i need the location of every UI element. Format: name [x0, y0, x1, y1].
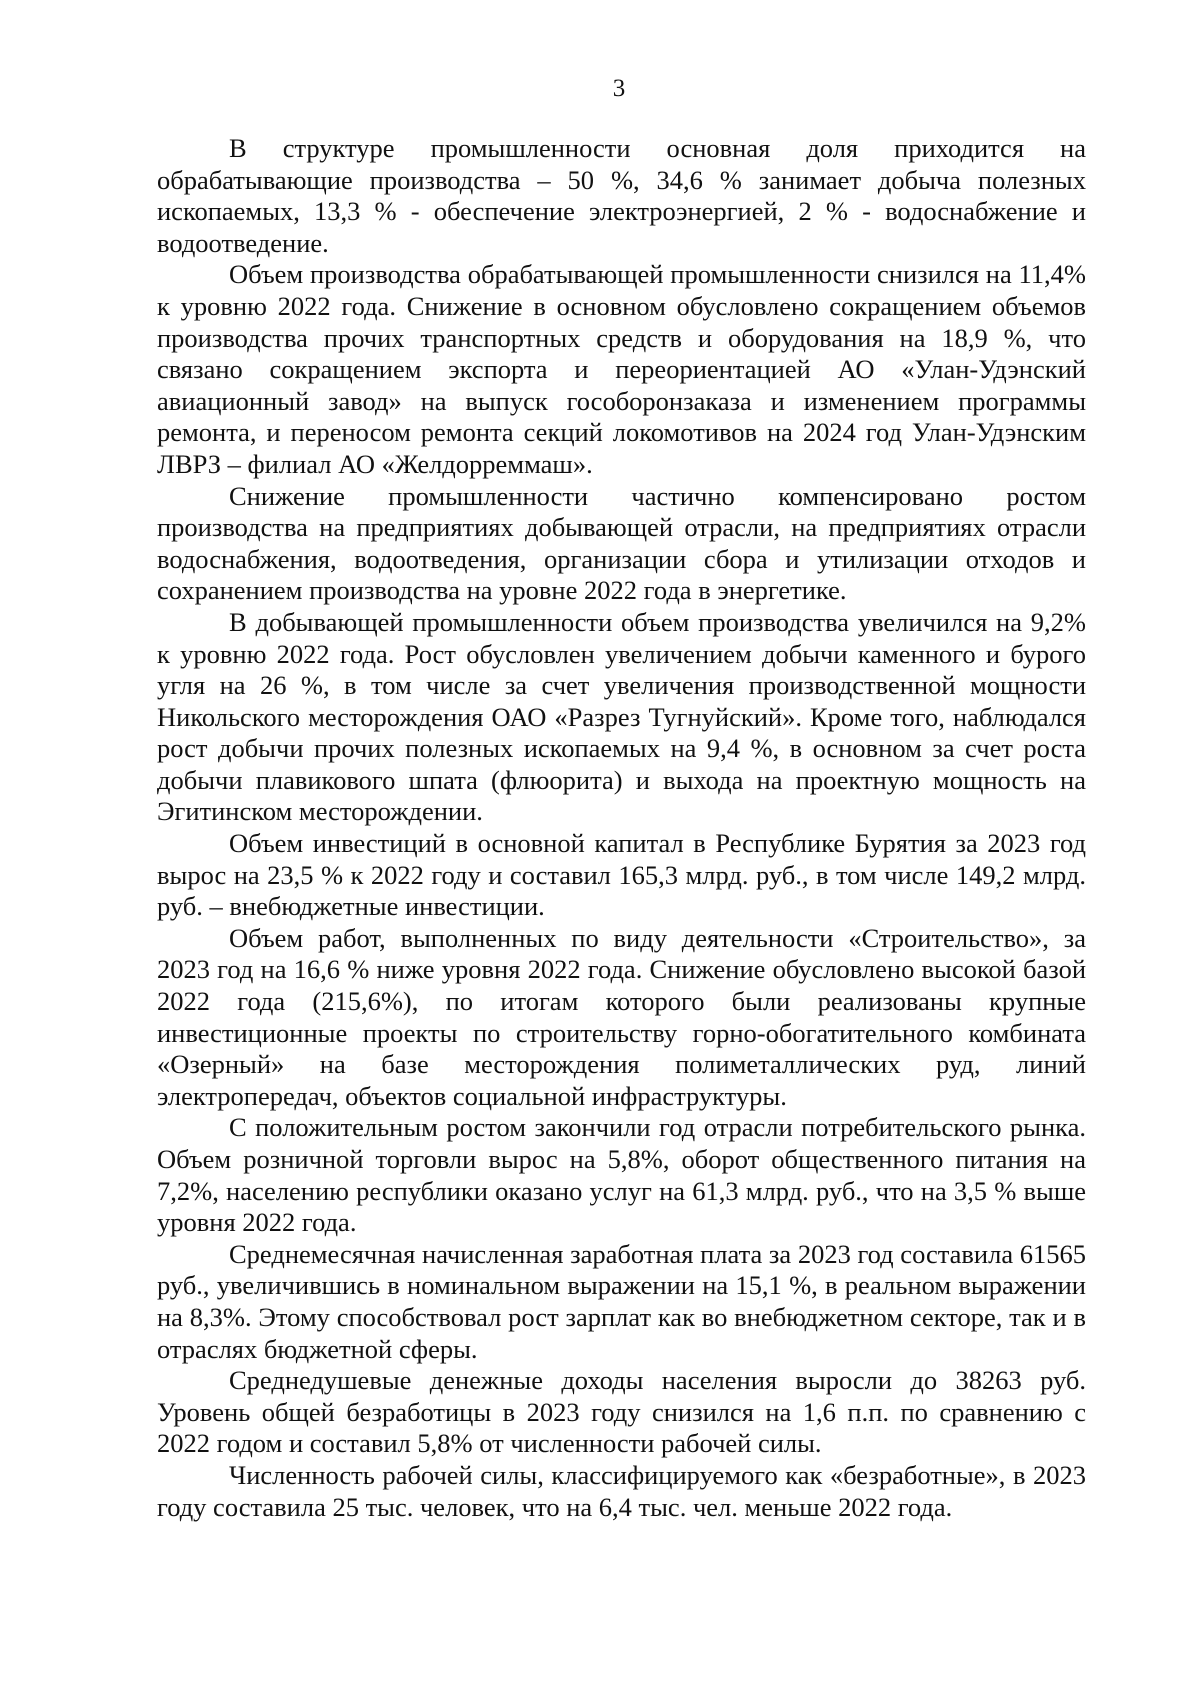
paragraph-manufacturing-decline: Объем производства обрабатывающей промышленности снизился на 11,4% к уровню 2022 года. Снижение в основном обусловлено сокращением объемов производства прочих транспортных средств и оборудования на 18,9 %, что связано сокращением экспорта и переориентацией АО «Улан-Удэнский авиационный завод» на выпуск гособоронзаказа и изменением программы ремонта, и переносом ремонта секций локомотивов на 2024 год Улан-Удэнским ЛВРЗ – филиал АО «Желдорреммаш».	[157, 259, 1086, 479]
paragraph-investments: Объем инвестиций в основной капитал в Республике Бурятия за 2023 год вырос на 23,5 % к 2022 году и составил 165,3 млрд. руб., в том числе 149,2 млрд. руб. – внебюджетные инвестиции.	[157, 828, 1086, 922]
paragraph-incomes-unemployment: Среднедушевые денежные доходы населения выросли до 38263 руб. Уровень общей безработицы в 2023 году снизился на 1,6 п.п. по сравнению с 2022 годом и составил 5,8% от численности рабочей силы.	[157, 1365, 1086, 1459]
paragraph-wages: Среднемесячная начисленная заработная плата за 2023 год составила 61565 руб., увеличившись в номинальном выражении на 15,1 %, в реальном выражении на 8,3%. Этому способствовал рост зарплат как во внебюджетном секторе, так и в отраслях бюджетной сферы.	[157, 1238, 1086, 1364]
document-body	[157, 133, 1086, 1523]
paragraph-mining-growth: В добывающей промышленности объем производства увеличился на 9,2% к уровню 2022 года. Рост обусловлен увеличением добычи каменного и бурого угля на 26 %, в том числе за счет увеличения производственной мощности Никольского месторождения ОАО «Разрез Тугнуйский». Кроме того, наблюдался рост добычи прочих полезных ископаемых на 9,4 %, в основном за счет роста добычи плавикового шпата (флюорита) и выхода на проектную мощность на Эгитинском месторождении.	[157, 606, 1086, 827]
paragraph-unemployed-count: Численность рабочей силы, классифицируемого как «безработные», в 2023 году составила 25 тыс. человек, что на 6,4 тыс. чел. меньше 2022 года.	[157, 1459, 1086, 1522]
paragraph-industry-structure: В структуре промышленности основная доля приходится на обрабатывающие производства – 50 %, 34,6 % занимает добыча полезных ископаемых, 13,3 % - обеспечение электроэнергией, 2 % - водоснабжение и водоотведение.	[157, 133, 1086, 258]
paragraph-decline-compensation: Снижение промышленности частично компенсировано ростом производства на предприятиях добывающей отрасли, на предприятиях отрасли водоснабжения, водоотведения, организации сбора и утилизации отходов и сохранением производства на уровне 2022 года в энергетике.	[157, 480, 1086, 606]
page-number: 3	[612, 75, 626, 102]
paragraph-construction: Объем работ, выполненных по виду деятельности «Строительство», за 2023 год на 16,6 % ниже уровня 2022 года. Снижение обусловлено высокой базой 2022 года (215,6%), по итогам которого были реализованы крупные инвестиционные проекты по строительству горно-обогатительного комбината «Озерный» на базе месторождения полиметаллических руд, линий электропередач, объектов социальной инфраструктуры.	[157, 922, 1086, 1111]
paragraph-consumer-market: С положительным ростом закончили год отрасли потребительского рынка. Объем розничной торговли вырос на 5,8%, оборот общественного питания на 7,2%, населению республики оказано услуг на 61,3 млрд. руб., что на 3,5 % выше уровня 2022 года.	[157, 1112, 1086, 1238]
